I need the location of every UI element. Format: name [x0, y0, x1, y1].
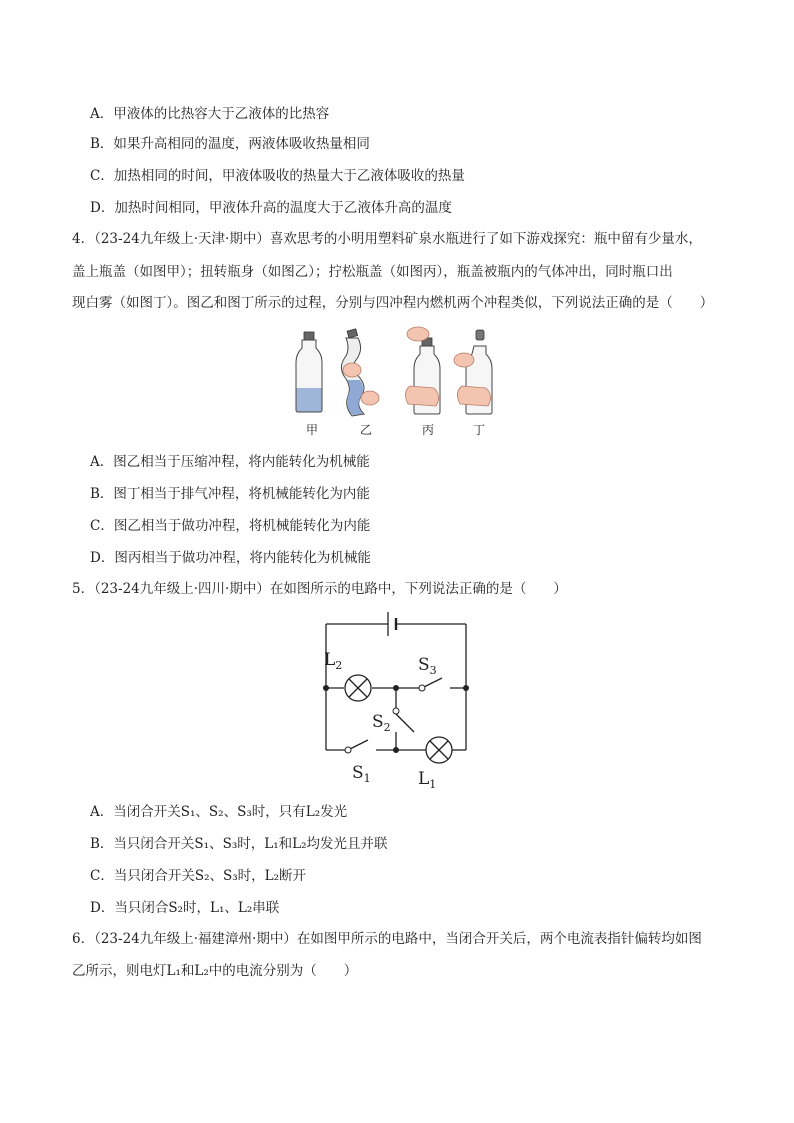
bottle-bing	[405, 327, 440, 414]
q3-option-c: C．加热相同的时间，甲液体吸收的热量大于乙液体吸收的热量	[90, 168, 465, 184]
q4-option-b: B．图丁相当于排气冲程，将机械能转化为内能	[90, 486, 370, 502]
q5-option-b: B．当只闭合开关S₁、S₃时，L₁和L₂均发光且并联	[90, 836, 388, 852]
label-s3: $S_3$	[418, 655, 437, 677]
q6-stem-line-1: 6．（23-24九年级上·福建漳州·期中）在如图甲所示的电路中，当闭合开关后，两个电流表指针偏转均如图	[72, 931, 702, 947]
bottle-jia	[296, 332, 322, 412]
q4-option-c: C．图乙相当于做功冲程，将机械能转化为内能	[90, 518, 371, 534]
q3-option-a: A．甲液体的比热容大于乙液体的比热容	[90, 106, 330, 122]
q5-option-a: A．当闭合开关S₁、S₂、S₃时，只有L₂发光	[90, 804, 348, 820]
q5-option-d: D．当只闭合S₂时，L₁、L₂串联	[90, 900, 280, 916]
q4-stem-line-3: 现白雾（如图丁）。图乙和图丁所示的过程，分别与四冲程内燃机两个冲程类似，下列说法正确的是（ ）	[72, 295, 714, 311]
label-l1: $L_1$	[418, 769, 437, 791]
q5-option-c: C．当只闭合开关S₂、S₃时，L₂断开	[90, 868, 307, 884]
q4-bottle-figure	[290, 326, 510, 438]
q4-stem-line-2: 盖上瓶盖（如图甲）；扭转瓶身（如图乙）；拧松瓶盖（如图丙），瓶盖被瓶内的气体冲出，同时瓶口出	[72, 264, 673, 280]
label-s1: $S_1$	[352, 763, 371, 785]
bottle-ding	[454, 330, 492, 414]
q5-stem: 5．（23-24九年级上·四川·期中）在如图所示的电路中，下列说法正确的是（ ）	[72, 581, 567, 597]
label-l2: $L_2$	[324, 650, 343, 672]
q4-stem-line-1: 4．（23-24九年级上·天津·期中）喜欢思考的小明用塑料矿泉水瓶进行了如下游戏探究：瓶中留有少量水，	[72, 231, 702, 247]
label-s2: $S_2$	[372, 712, 391, 734]
figure-label-jia: 甲	[306, 423, 319, 437]
q6-stem-line-2: 乙所示，则电灯L₁和L₂中的电流分别为（ ）	[72, 963, 358, 979]
figure-label-bing: 丙	[422, 423, 435, 437]
q4-option-d: D．图丙相当于做功冲程，将内能转化为机械能	[90, 550, 371, 566]
figure-label-ding: 丁	[473, 423, 486, 437]
q3-option-d: D．加热时间相同，甲液体升高的温度大于乙液体升高的温度	[90, 200, 452, 216]
bottle-yi	[341, 329, 379, 416]
q4-option-a: A．图乙相当于压缩冲程，将内能转化为机械能	[90, 454, 370, 470]
q5-circuit-diagram	[310, 604, 480, 794]
figure-label-yi: 乙	[360, 423, 373, 437]
q3-option-b: B．如果升高相同的温度，两液体吸收热量相同	[90, 136, 370, 152]
